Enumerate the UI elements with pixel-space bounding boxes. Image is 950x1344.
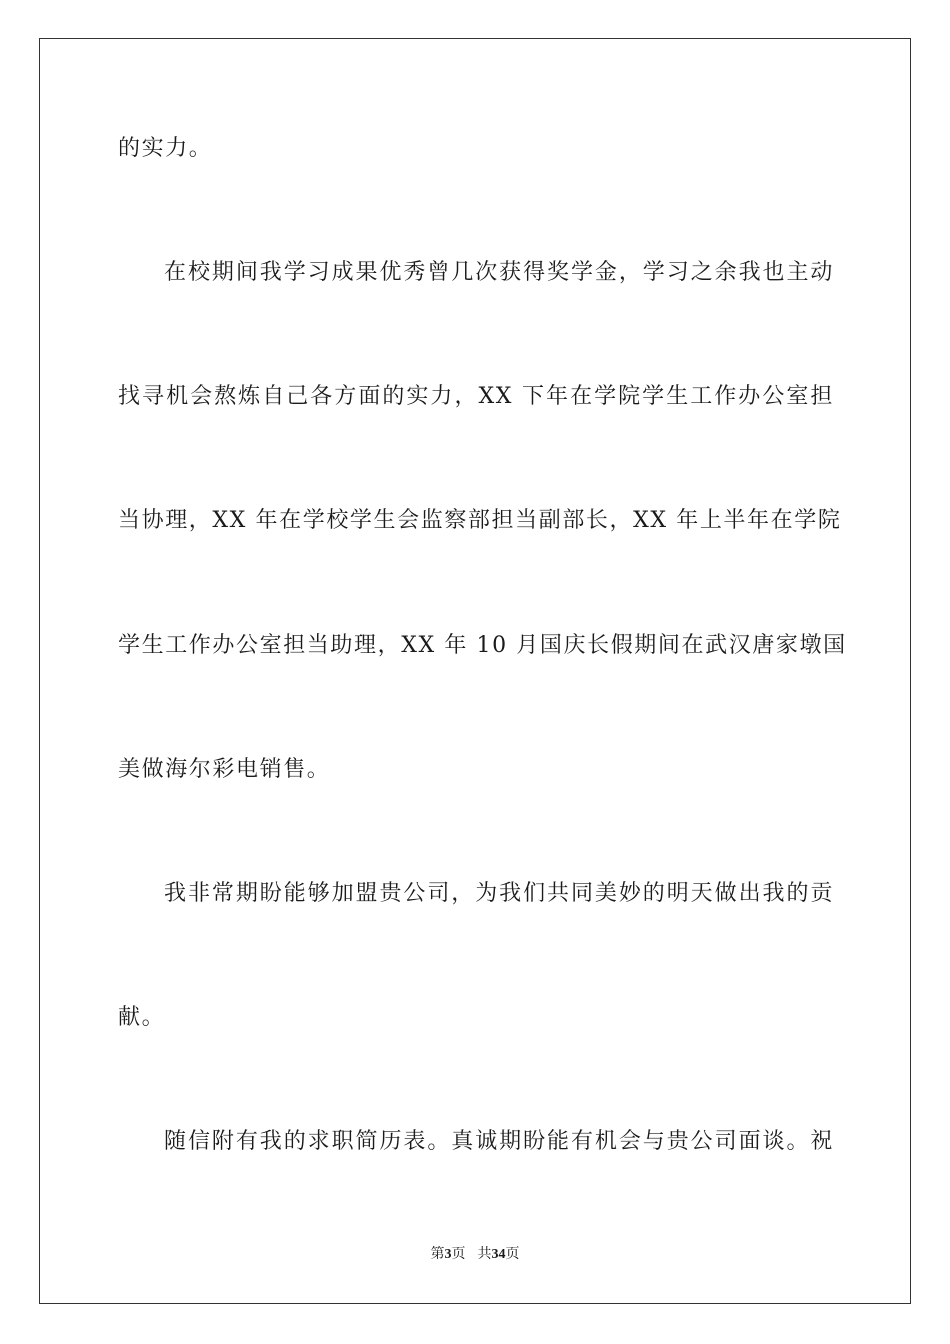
- page-number: 3: [444, 1247, 452, 1262]
- page-footer: [0, 1246, 950, 1264]
- page-prefix: 第: [430, 1247, 445, 1262]
- total-prefix: 共: [477, 1247, 492, 1262]
- text-line-6: 美做海尔彩电销售。: [118, 757, 331, 782]
- text-line-2: 在校期间我学习成果优秀曾几次获得奖学金，学习之余我也主动: [164, 260, 834, 285]
- text-line-4: 当协理，XX 年在学校学生会监察部担当副部长，XX 年上半年在学院: [118, 508, 842, 533]
- page-suffix: 页: [451, 1247, 466, 1262]
- total-suffix: 页: [505, 1247, 520, 1262]
- text-line-3: 找寻机会熬炼自己各方面的实力，XX 下年在学院学生工作办公室担: [118, 384, 834, 409]
- text-line-1: 的实力。: [118, 136, 213, 161]
- text-line-7: 我非常期盼能够加盟贵公司，为我们共同美妙的明天做出我的贡: [164, 881, 834, 906]
- total-pages: 34: [491, 1247, 506, 1262]
- page-border: [39, 38, 911, 1304]
- text-line-9: 随信附有我的求职简历表。真诚期盼能有机会与贵公司面谈。祝: [164, 1129, 834, 1154]
- text-line-5: 学生工作办公室担当助理，XX 年 10 月国庆长假期间在武汉唐家墩国: [118, 633, 847, 658]
- text-line-8: 献。: [118, 1005, 166, 1030]
